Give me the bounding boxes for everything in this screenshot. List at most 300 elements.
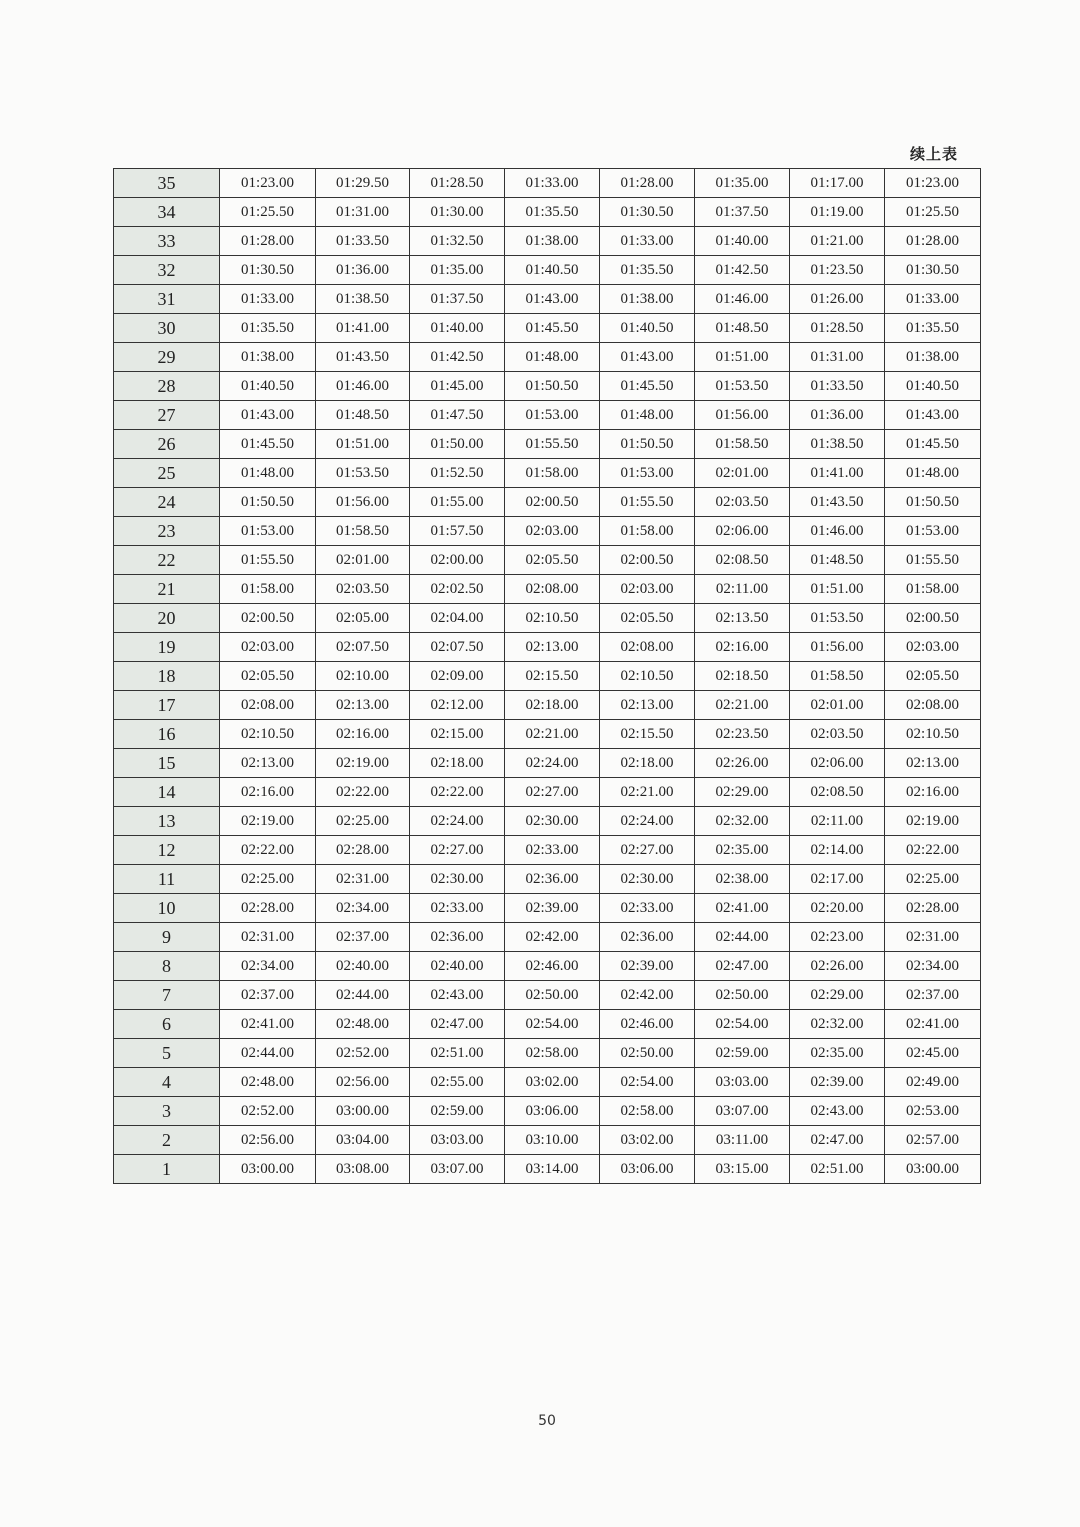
time-cell: 02:43.00 <box>410 981 505 1010</box>
time-cell: 03:03.00 <box>410 1126 505 1155</box>
time-cell: 01:56.00 <box>790 633 885 662</box>
time-cell: 02:29.00 <box>790 981 885 1010</box>
score-cell: 20 <box>114 604 220 633</box>
time-cell: 02:31.00 <box>220 923 316 952</box>
time-cell: 02:28.00 <box>885 894 981 923</box>
table-row <box>114 981 981 1010</box>
time-cell: 02:34.00 <box>316 894 410 923</box>
score-cell: 23 <box>114 517 220 546</box>
time-cell: 02:24.00 <box>410 807 505 836</box>
time-cell: 02:03.00 <box>600 575 695 604</box>
time-cell: 02:34.00 <box>885 952 981 981</box>
time-cell: 02:19.00 <box>885 807 981 836</box>
time-cell: 02:01.00 <box>695 459 790 488</box>
time-cell: 02:30.00 <box>410 865 505 894</box>
time-cell: 01:43.50 <box>316 343 410 372</box>
score-cell: 32 <box>114 256 220 285</box>
time-cell: 02:05.50 <box>600 604 695 633</box>
time-cell: 02:39.00 <box>505 894 600 923</box>
time-cell: 02:23.50 <box>695 720 790 749</box>
time-cell: 03:07.00 <box>410 1155 505 1184</box>
time-cell: 02:59.00 <box>695 1039 790 1068</box>
score-cell: 18 <box>114 662 220 691</box>
time-cell: 01:35.50 <box>600 256 695 285</box>
time-cell: 02:18.50 <box>695 662 790 691</box>
time-cell: 02:56.00 <box>220 1126 316 1155</box>
time-cell: 01:58.00 <box>220 575 316 604</box>
time-cell: 03:14.00 <box>505 1155 600 1184</box>
time-cell: 03:02.00 <box>505 1068 600 1097</box>
score-cell: 13 <box>114 807 220 836</box>
table-row <box>114 662 981 691</box>
time-cell: 01:58.00 <box>885 575 981 604</box>
time-cell: 01:45.50 <box>885 430 981 459</box>
time-cell: 02:39.00 <box>600 952 695 981</box>
score-cell: 2 <box>114 1126 220 1155</box>
time-cell: 02:47.00 <box>695 952 790 981</box>
time-cell: 02:30.00 <box>600 865 695 894</box>
time-cell: 01:25.50 <box>885 198 981 227</box>
time-cell: 03:03.00 <box>695 1068 790 1097</box>
time-cell: 02:16.00 <box>220 778 316 807</box>
time-cell: 01:45.50 <box>600 372 695 401</box>
time-cell: 02:09.00 <box>410 662 505 691</box>
score-cell: 7 <box>114 981 220 1010</box>
time-cell: 02:22.00 <box>316 778 410 807</box>
time-cell: 03:00.00 <box>316 1097 410 1126</box>
time-cell: 01:23.50 <box>790 256 885 285</box>
time-cell: 02:49.00 <box>885 1068 981 1097</box>
time-cell: 03:07.00 <box>695 1097 790 1126</box>
time-cell: 01:30.50 <box>600 198 695 227</box>
score-cell: 21 <box>114 575 220 604</box>
time-cell: 01:46.00 <box>316 372 410 401</box>
time-cell: 02:51.00 <box>410 1039 505 1068</box>
time-cell: 01:50.50 <box>600 430 695 459</box>
time-cell: 02:28.00 <box>220 894 316 923</box>
table-row <box>114 1097 981 1126</box>
time-cell: 03:04.00 <box>316 1126 410 1155</box>
time-cell: 02:38.00 <box>695 865 790 894</box>
time-cell: 01:55.50 <box>885 546 981 575</box>
time-cell: 01:55.50 <box>220 546 316 575</box>
time-cell: 02:08.50 <box>695 546 790 575</box>
time-cell: 02:03.00 <box>505 517 600 546</box>
time-cell: 02:08.00 <box>600 633 695 662</box>
time-cell: 03:00.00 <box>220 1155 316 1184</box>
time-cell: 01:40.50 <box>885 372 981 401</box>
score-cell: 26 <box>114 430 220 459</box>
time-cell: 01:50.50 <box>885 488 981 517</box>
time-cell: 02:40.00 <box>316 952 410 981</box>
time-cell: 01:21.00 <box>790 227 885 256</box>
time-cell: 02:04.00 <box>410 604 505 633</box>
time-cell: 01:23.00 <box>885 169 981 198</box>
time-cell: 02:52.00 <box>220 1097 316 1126</box>
time-cell: 02:45.00 <box>885 1039 981 1068</box>
time-cell: 01:45.50 <box>505 314 600 343</box>
time-cell: 02:46.00 <box>505 952 600 981</box>
time-cell: 02:54.00 <box>695 1010 790 1039</box>
time-cell: 01:31.00 <box>790 343 885 372</box>
time-cell: 01:37.50 <box>695 198 790 227</box>
score-cell: 9 <box>114 923 220 952</box>
table-row <box>114 1068 981 1097</box>
time-cell: 01:33.50 <box>790 372 885 401</box>
score-cell: 35 <box>114 169 220 198</box>
table-row <box>114 749 981 778</box>
time-cell: 02:22.00 <box>220 836 316 865</box>
page-number: 50 <box>538 1413 556 1429</box>
table-row <box>114 372 981 401</box>
time-cell: 01:58.50 <box>695 430 790 459</box>
time-cell: 01:53.00 <box>220 517 316 546</box>
time-cell: 02:31.00 <box>316 865 410 894</box>
time-cell: 02:07.50 <box>410 633 505 662</box>
time-cell: 02:41.00 <box>220 1010 316 1039</box>
time-cell: 01:35.50 <box>505 198 600 227</box>
time-cell: 01:38.00 <box>600 285 695 314</box>
time-cell: 01:56.00 <box>695 401 790 430</box>
time-cell: 02:57.00 <box>885 1126 981 1155</box>
time-cell: 02:22.00 <box>410 778 505 807</box>
table-row <box>114 1155 981 1184</box>
time-cell: 01:30.50 <box>220 256 316 285</box>
score-table <box>113 168 981 1184</box>
time-cell: 01:53.50 <box>316 459 410 488</box>
time-cell: 02:17.00 <box>790 865 885 894</box>
time-cell: 02:07.50 <box>316 633 410 662</box>
time-cell: 01:53.00 <box>885 517 981 546</box>
table-row <box>114 1039 981 1068</box>
time-cell: 03:06.00 <box>600 1155 695 1184</box>
time-cell: 02:54.00 <box>505 1010 600 1039</box>
score-cell: 17 <box>114 691 220 720</box>
time-cell: 01:48.50 <box>790 546 885 575</box>
time-cell: 02:39.00 <box>790 1068 885 1097</box>
time-cell: 01:48.00 <box>600 401 695 430</box>
time-cell: 01:28.50 <box>790 314 885 343</box>
table-row <box>114 604 981 633</box>
time-cell: 02:13.00 <box>505 633 600 662</box>
time-cell: 02:43.00 <box>790 1097 885 1126</box>
time-cell: 02:32.00 <box>695 807 790 836</box>
time-cell: 01:40.50 <box>220 372 316 401</box>
time-cell: 01:57.50 <box>410 517 505 546</box>
time-cell: 01:35.50 <box>885 314 981 343</box>
time-cell: 02:21.00 <box>695 691 790 720</box>
table-row <box>114 952 981 981</box>
time-cell: 02:42.00 <box>505 923 600 952</box>
time-cell: 02:16.00 <box>885 778 981 807</box>
table-row <box>114 865 981 894</box>
score-cell: 3 <box>114 1097 220 1126</box>
time-cell: 02:22.00 <box>885 836 981 865</box>
table-row <box>114 633 981 662</box>
time-cell: 02:37.00 <box>316 923 410 952</box>
table-row <box>114 894 981 923</box>
time-cell: 02:05.50 <box>220 662 316 691</box>
time-cell: 02:13.00 <box>316 691 410 720</box>
time-cell: 02:46.00 <box>600 1010 695 1039</box>
score-cell: 33 <box>114 227 220 256</box>
time-cell: 02:54.00 <box>600 1068 695 1097</box>
time-cell: 02:33.00 <box>600 894 695 923</box>
time-cell: 01:43.00 <box>600 343 695 372</box>
table-row <box>114 1010 981 1039</box>
time-cell: 01:56.00 <box>316 488 410 517</box>
time-cell: 01:58.00 <box>600 517 695 546</box>
time-cell: 01:46.00 <box>695 285 790 314</box>
time-cell: 02:48.00 <box>316 1010 410 1039</box>
score-cell: 27 <box>114 401 220 430</box>
time-cell: 02:03.50 <box>695 488 790 517</box>
time-cell: 02:05.00 <box>316 604 410 633</box>
time-cell: 01:51.00 <box>790 575 885 604</box>
score-cell: 31 <box>114 285 220 314</box>
time-cell: 02:47.00 <box>790 1126 885 1155</box>
time-cell: 01:58.50 <box>790 662 885 691</box>
time-cell: 01:33.50 <box>316 227 410 256</box>
time-cell: 02:58.00 <box>600 1097 695 1126</box>
table-row <box>114 575 981 604</box>
time-cell: 02:13.00 <box>885 749 981 778</box>
time-cell: 01:33.00 <box>600 227 695 256</box>
time-cell: 02:32.00 <box>790 1010 885 1039</box>
score-cell: 15 <box>114 749 220 778</box>
time-cell: 02:08.00 <box>505 575 600 604</box>
table-row <box>114 430 981 459</box>
table-row <box>114 517 981 546</box>
time-cell: 01:50.50 <box>220 488 316 517</box>
time-cell: 02:37.00 <box>885 981 981 1010</box>
time-cell: 01:48.00 <box>220 459 316 488</box>
time-cell: 02:25.00 <box>316 807 410 836</box>
time-cell: 02:35.00 <box>790 1039 885 1068</box>
time-cell: 01:47.50 <box>410 401 505 430</box>
score-cell: 28 <box>114 372 220 401</box>
time-cell: 01:53.50 <box>790 604 885 633</box>
time-cell: 02:21.00 <box>600 778 695 807</box>
time-cell: 01:37.50 <box>410 285 505 314</box>
time-cell: 03:00.00 <box>885 1155 981 1184</box>
table-row <box>114 227 981 256</box>
time-cell: 03:11.00 <box>695 1126 790 1155</box>
table-row <box>114 314 981 343</box>
time-cell: 01:53.00 <box>505 401 600 430</box>
time-cell: 02:01.00 <box>316 546 410 575</box>
time-cell: 02:36.00 <box>600 923 695 952</box>
time-cell: 02:12.00 <box>410 691 505 720</box>
time-cell: 01:42.50 <box>410 343 505 372</box>
time-cell: 01:19.00 <box>790 198 885 227</box>
score-cell: 12 <box>114 836 220 865</box>
time-cell: 02:50.00 <box>600 1039 695 1068</box>
time-cell: 02:52.00 <box>316 1039 410 1068</box>
time-cell: 01:48.00 <box>505 343 600 372</box>
time-cell: 01:42.50 <box>695 256 790 285</box>
time-cell: 01:31.00 <box>316 198 410 227</box>
score-cell: 4 <box>114 1068 220 1097</box>
time-cell: 01:41.00 <box>316 314 410 343</box>
time-cell: 02:06.00 <box>695 517 790 546</box>
table-row <box>114 836 981 865</box>
time-cell: 02:29.00 <box>695 778 790 807</box>
table-row <box>114 488 981 517</box>
time-cell: 02:27.00 <box>505 778 600 807</box>
time-cell: 03:06.00 <box>505 1097 600 1126</box>
table-row <box>114 285 981 314</box>
time-cell: 03:10.00 <box>505 1126 600 1155</box>
table-row <box>114 169 981 198</box>
time-cell: 02:26.00 <box>695 749 790 778</box>
time-cell: 01:35.50 <box>220 314 316 343</box>
time-cell: 02:35.00 <box>695 836 790 865</box>
time-cell: 02:16.00 <box>316 720 410 749</box>
time-cell: 02:01.00 <box>790 691 885 720</box>
time-cell: 02:06.00 <box>790 749 885 778</box>
time-cell: 02:03.00 <box>885 633 981 662</box>
table-row <box>114 459 981 488</box>
table-row <box>114 401 981 430</box>
time-cell: 02:18.00 <box>505 691 600 720</box>
time-cell: 02:10.00 <box>316 662 410 691</box>
time-cell: 02:10.50 <box>600 662 695 691</box>
time-cell: 01:40.00 <box>695 227 790 256</box>
time-cell: 02:11.00 <box>695 575 790 604</box>
time-cell: 02:37.00 <box>220 981 316 1010</box>
time-cell: 02:59.00 <box>410 1097 505 1126</box>
table-body <box>114 169 981 1184</box>
time-cell: 01:43.00 <box>505 285 600 314</box>
time-cell: 02:50.00 <box>695 981 790 1010</box>
time-cell: 01:55.00 <box>410 488 505 517</box>
table-row <box>114 923 981 952</box>
time-cell: 01:26.00 <box>790 285 885 314</box>
time-cell: 01:50.00 <box>410 430 505 459</box>
time-cell: 01:17.00 <box>790 169 885 198</box>
time-cell: 01:40.00 <box>410 314 505 343</box>
time-cell: 02:14.00 <box>790 836 885 865</box>
time-cell: 02:25.00 <box>885 865 981 894</box>
time-cell: 02:00.50 <box>505 488 600 517</box>
time-cell: 02:36.00 <box>505 865 600 894</box>
time-cell: 02:31.00 <box>885 923 981 952</box>
time-cell: 02:13.00 <box>600 691 695 720</box>
table-row <box>114 720 981 749</box>
time-cell: 01:58.00 <box>505 459 600 488</box>
score-cell: 34 <box>114 198 220 227</box>
time-cell: 02:40.00 <box>410 952 505 981</box>
time-cell: 02:03.50 <box>316 575 410 604</box>
time-cell: 02:44.00 <box>695 923 790 952</box>
time-cell: 01:48.50 <box>695 314 790 343</box>
time-cell: 01:38.00 <box>505 227 600 256</box>
time-cell: 02:24.00 <box>600 807 695 836</box>
time-cell: 01:35.00 <box>410 256 505 285</box>
time-cell: 01:51.00 <box>695 343 790 372</box>
table-row <box>114 1126 981 1155</box>
time-cell: 02:51.00 <box>790 1155 885 1184</box>
time-cell: 02:30.00 <box>505 807 600 836</box>
time-cell: 01:25.50 <box>220 198 316 227</box>
time-cell: 01:51.00 <box>316 430 410 459</box>
time-cell: 01:29.50 <box>316 169 410 198</box>
time-cell: 02:03.50 <box>790 720 885 749</box>
score-cell: 30 <box>114 314 220 343</box>
time-cell: 01:40.50 <box>600 314 695 343</box>
time-cell: 03:08.00 <box>316 1155 410 1184</box>
time-cell: 01:38.50 <box>316 285 410 314</box>
score-cell: 16 <box>114 720 220 749</box>
time-cell: 01:38.50 <box>790 430 885 459</box>
time-cell: 02:11.00 <box>790 807 885 836</box>
time-cell: 02:21.00 <box>505 720 600 749</box>
time-cell: 01:55.50 <box>600 488 695 517</box>
time-cell: 02:26.00 <box>790 952 885 981</box>
time-cell: 02:41.00 <box>695 894 790 923</box>
time-cell: 02:48.00 <box>220 1068 316 1097</box>
time-cell: 02:10.50 <box>220 720 316 749</box>
time-cell: 01:35.00 <box>695 169 790 198</box>
time-cell: 01:36.00 <box>790 401 885 430</box>
time-cell: 02:55.00 <box>410 1068 505 1097</box>
time-cell: 02:18.00 <box>410 749 505 778</box>
time-cell: 02:08.00 <box>220 691 316 720</box>
time-cell: 02:33.00 <box>505 836 600 865</box>
time-cell: 02:23.00 <box>790 923 885 952</box>
time-cell: 01:58.50 <box>316 517 410 546</box>
time-cell: 01:45.50 <box>220 430 316 459</box>
time-cell: 01:46.00 <box>790 517 885 546</box>
time-cell: 01:48.50 <box>316 401 410 430</box>
time-cell: 02:19.00 <box>316 749 410 778</box>
time-cell: 02:10.50 <box>505 604 600 633</box>
time-cell: 01:41.00 <box>790 459 885 488</box>
time-cell: 02:13.50 <box>695 604 790 633</box>
time-cell: 02:15.50 <box>600 720 695 749</box>
time-cell: 02:24.00 <box>505 749 600 778</box>
time-cell: 01:36.00 <box>316 256 410 285</box>
time-cell: 02:00.50 <box>885 604 981 633</box>
continued-label: 续上表 <box>909 145 958 163</box>
time-cell: 02:13.00 <box>220 749 316 778</box>
time-cell: 02:15.00 <box>410 720 505 749</box>
time-cell: 01:30.50 <box>885 256 981 285</box>
time-cell: 02:28.00 <box>316 836 410 865</box>
time-cell: 02:05.50 <box>505 546 600 575</box>
time-cell: 02:25.00 <box>220 865 316 894</box>
time-cell: 02:34.00 <box>220 952 316 981</box>
time-cell: 02:27.00 <box>600 836 695 865</box>
time-cell: 01:23.00 <box>220 169 316 198</box>
time-cell: 02:44.00 <box>220 1039 316 1068</box>
score-cell: 11 <box>114 865 220 894</box>
time-cell: 02:53.00 <box>885 1097 981 1126</box>
time-cell: 02:33.00 <box>410 894 505 923</box>
time-cell: 02:00.00 <box>410 546 505 575</box>
time-cell: 02:03.00 <box>220 633 316 662</box>
time-cell: 01:38.00 <box>885 343 981 372</box>
table-row <box>114 778 981 807</box>
time-cell: 01:33.00 <box>220 285 316 314</box>
score-cell: 14 <box>114 778 220 807</box>
time-cell: 02:16.00 <box>695 633 790 662</box>
score-cell: 29 <box>114 343 220 372</box>
time-cell: 02:50.00 <box>505 981 600 1010</box>
time-cell: 02:20.00 <box>790 894 885 923</box>
time-cell: 03:02.00 <box>600 1126 695 1155</box>
